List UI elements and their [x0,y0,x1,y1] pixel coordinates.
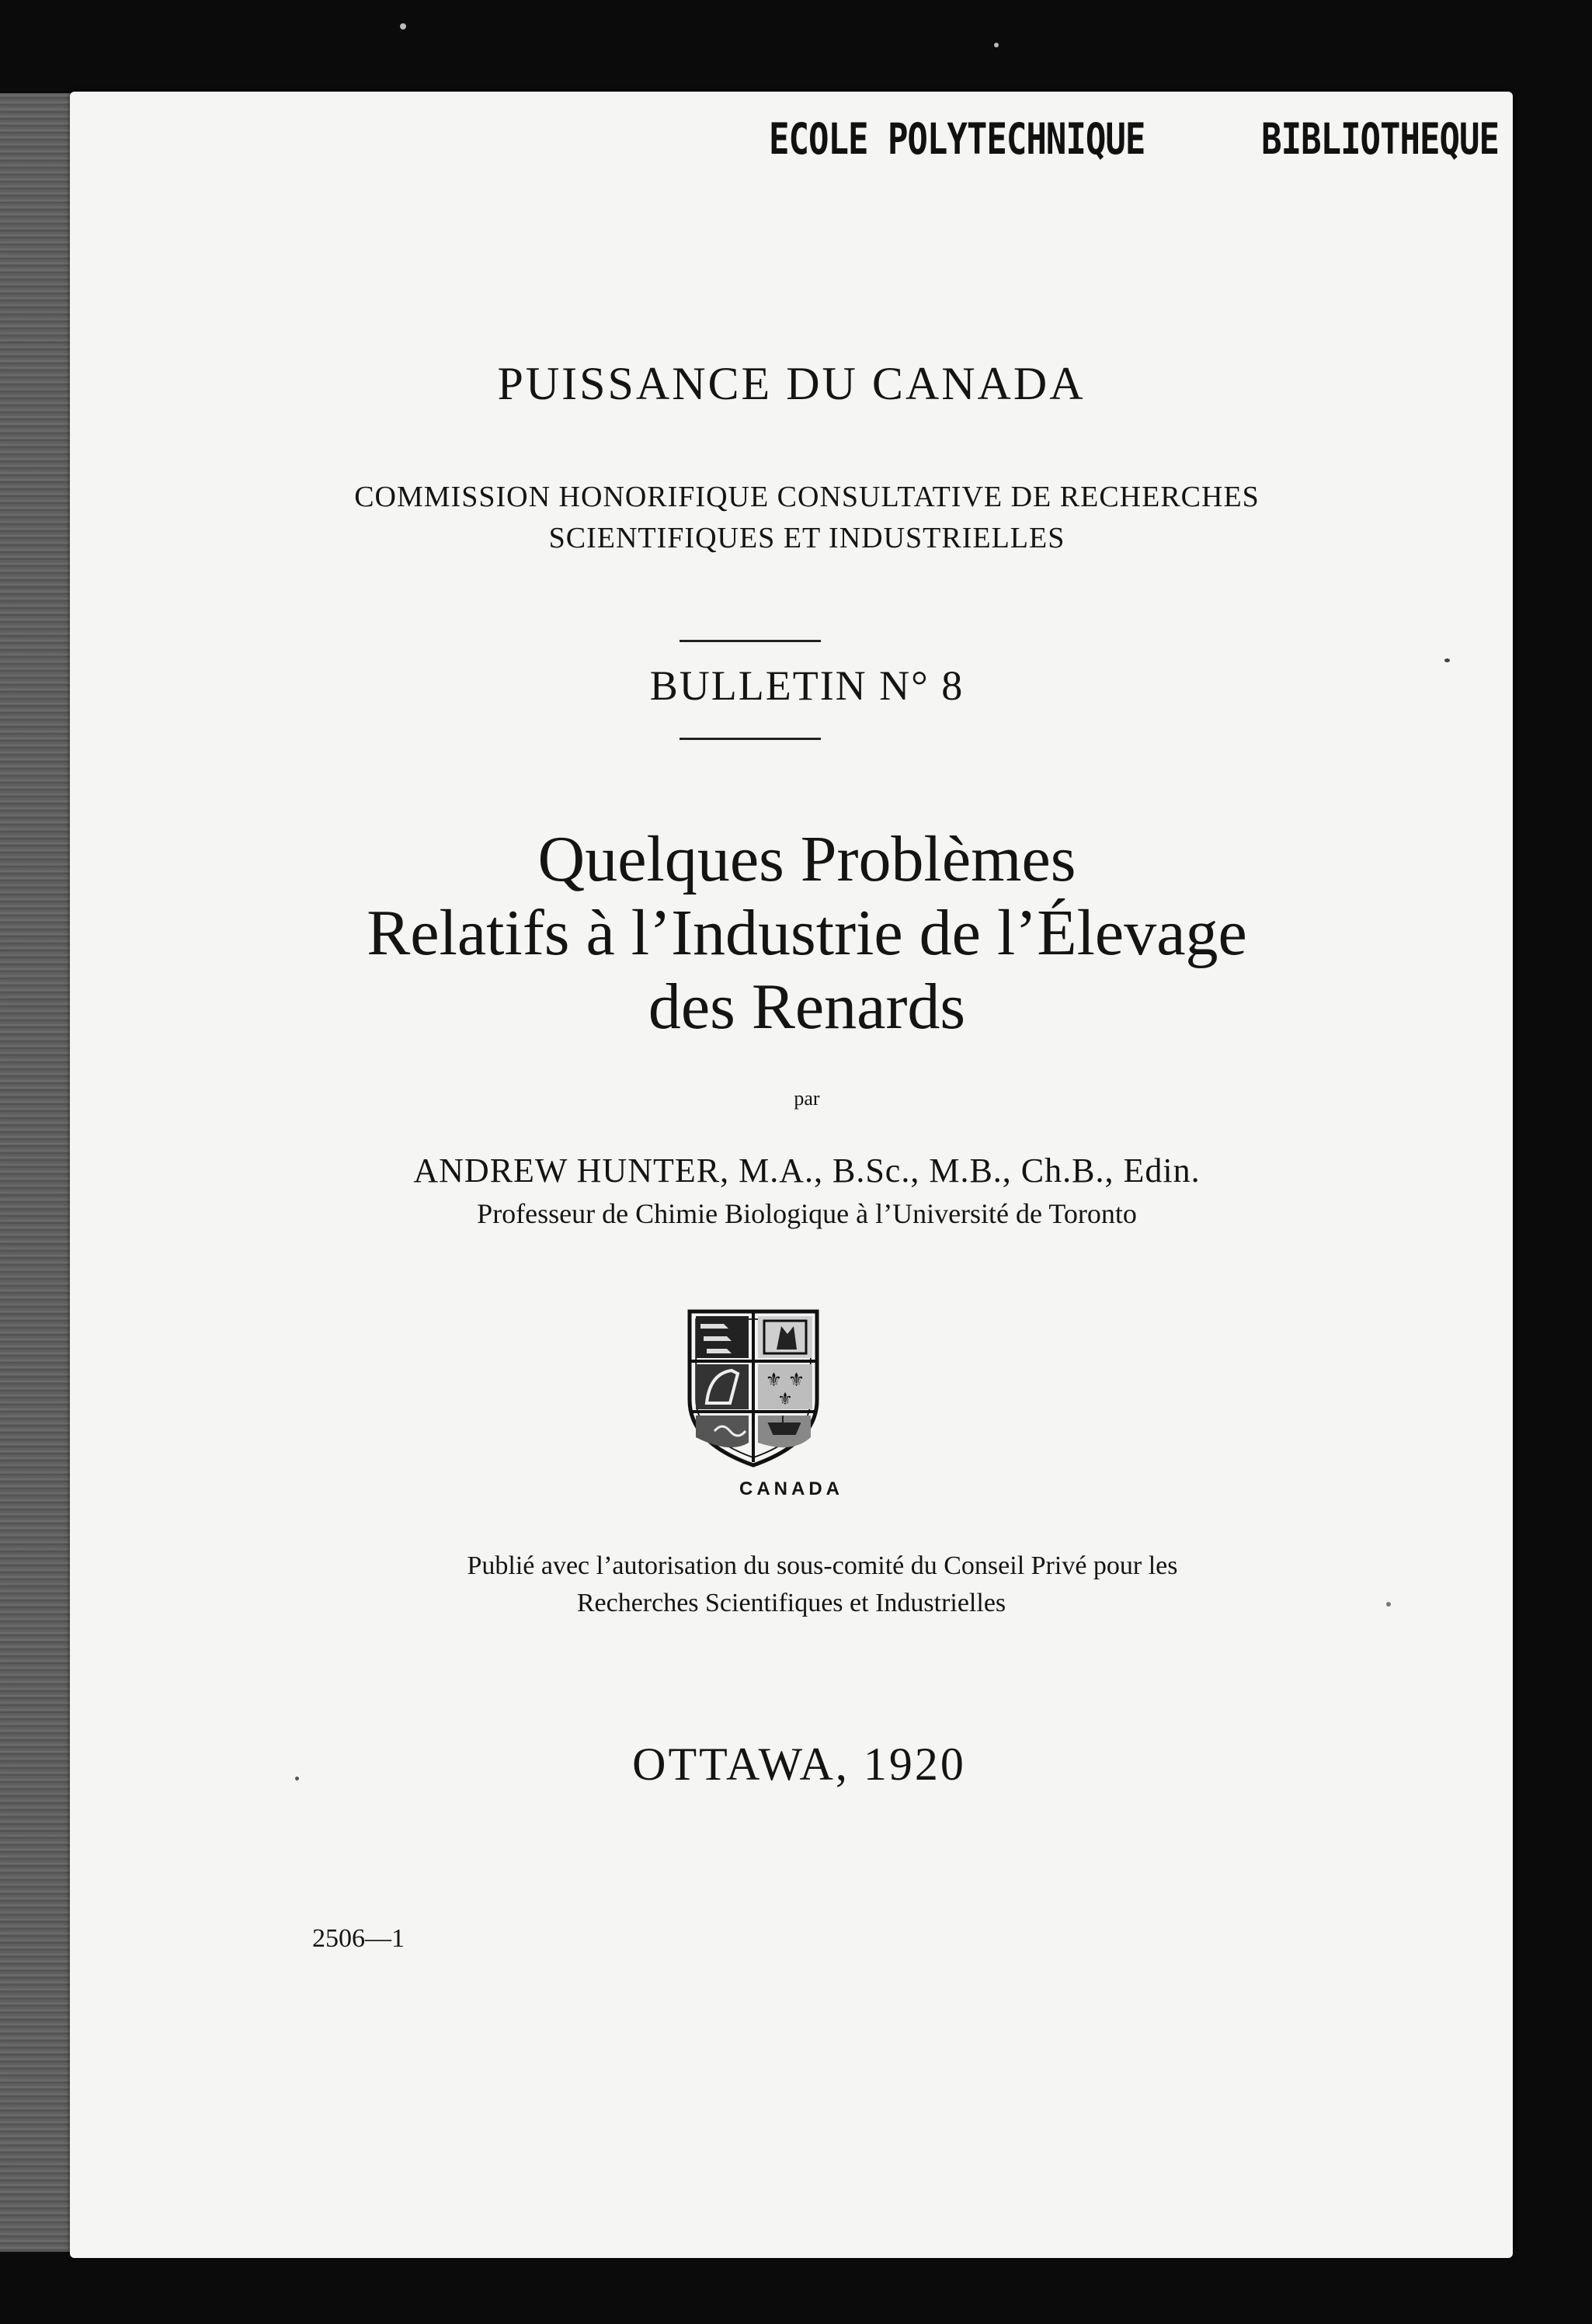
divider-top [680,640,821,642]
svg-text:⚜: ⚜ [777,1390,793,1409]
author-name: ANDREW HUNTER, M.A., B.Sc., M.B., Ch.B., Edin. [413,1152,1201,1190]
byline-par: par [794,1087,820,1110]
dust-speck [994,43,999,47]
country-heading: PUISSANCE DU CANADA [497,358,1086,409]
commission-line-1: COMMISSION HONORIFIQUE CONSULTATIVE DE RECHERCHES [354,481,1260,513]
publication-note-line-1: Publié avec l’autorisation du sous-comité du Conseil Privé pour les [467,1551,1178,1580]
bulletin-number: BULLETIN N° 8 [649,662,965,709]
title-page [70,92,1513,2258]
dust-speck [295,1777,299,1780]
divider-bottom [680,738,821,740]
dust-speck [1444,658,1450,662]
dust-speck [400,23,406,30]
imprint-place-year: OTTAWA, 1920 [632,1739,966,1790]
publication-note-line-2: Recherches Scientifiques et Industrielles [576,1589,1006,1617]
title-line-3: des Renards [648,971,966,1043]
svg-text:⚜ ⚜: ⚜ ⚜ [765,1369,805,1391]
shield-icon [683,1307,823,1470]
stamp-library: BIBLIOTHEQUE [1261,115,1499,165]
dust-speck [1386,1602,1391,1607]
author-affiliation: Professeur de Chimie Biologique à l’Université de Toronto [477,1198,1137,1229]
print-code: 2506—1 [312,1924,405,1953]
title-line-1: Quelques Problèmes [537,823,1076,895]
title-line-2: Relatifs à l’Industrie de l’Élevage [367,897,1247,969]
commission-line-2: SCIENTIFIQUES ET INDUSTRIELLES [548,522,1065,554]
library-stamp [769,115,1499,165]
stamp-school: ECOLE POLYTECHNIQUE [769,115,1145,165]
coat-of-arms-icon [683,1307,823,1474]
emblem-label: CANADA [739,1478,843,1499]
